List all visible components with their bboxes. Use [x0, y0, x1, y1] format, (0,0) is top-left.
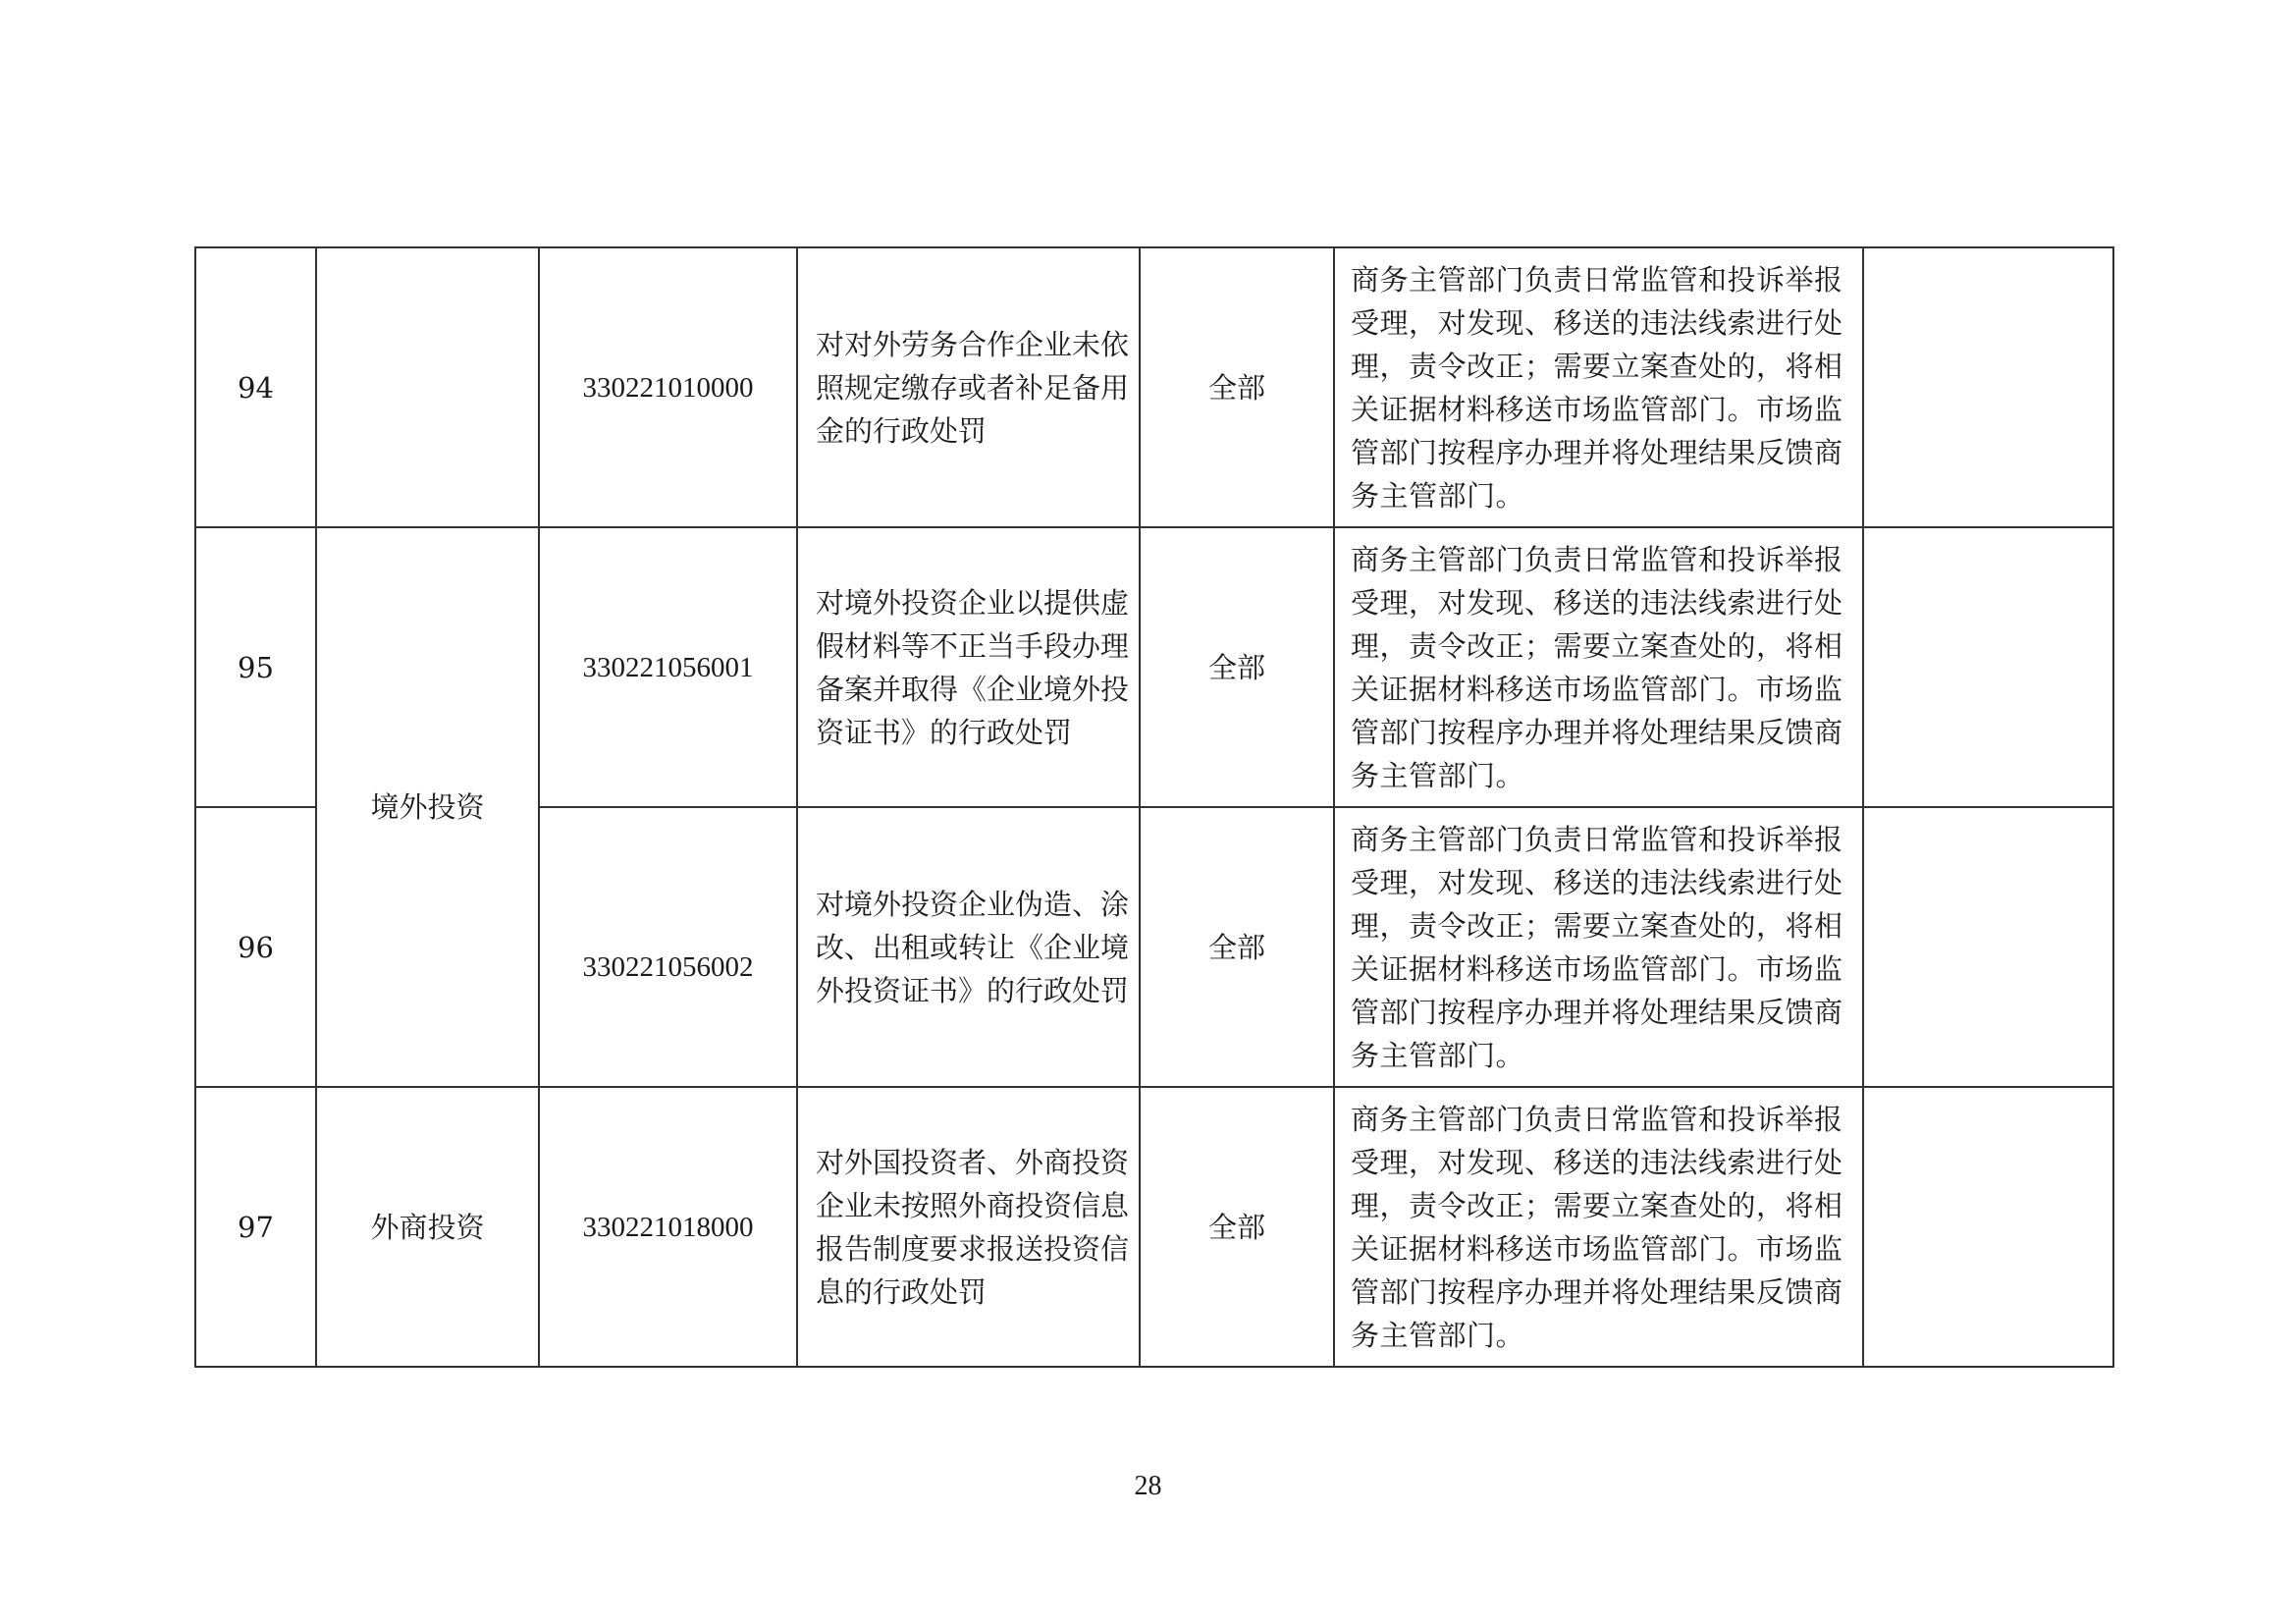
table-row — [195, 1087, 2113, 1367]
responsibility-cell: 商务主管部门负责日常监管和投诉举报受理，对发现、移送的违法线索进行处理，责令改正；需要立案查处的，将相关证据材料移送市场监管部门。市场监管部门按程序办理并将处理结果反馈商务主管部门。 — [1334, 1087, 1863, 1367]
item-name: 对对外劳务合作企业未依照规定缴存或者补足备用金的行政处罚 — [797, 247, 1140, 527]
item-code: 330221056002 — [539, 807, 797, 1087]
page-number: 28 — [1134, 1471, 1162, 1501]
scope-cell: 全部 — [1140, 247, 1334, 527]
scope-cell: 全部 — [1140, 807, 1334, 1087]
remark-cell — [1863, 807, 2113, 1087]
item-code: 330221056001 — [539, 527, 797, 807]
scope-cell: 全部 — [1140, 1087, 1334, 1367]
table-row — [195, 247, 2113, 527]
remark-cell — [1863, 247, 2113, 527]
category-cell-merged: 境外投资 — [316, 527, 539, 1087]
remark-cell — [1863, 1087, 2113, 1367]
category-cell — [316, 247, 539, 527]
row-number: 94 — [195, 247, 316, 527]
item-code: 330221010000 — [539, 247, 797, 527]
row-number: 95 — [195, 527, 316, 807]
item-name: 对外国投资者、外商投资企业未按照外商投资信息报告制度要求报送投资信息的行政处罚 — [797, 1087, 1140, 1367]
row-number: 97 — [195, 1087, 316, 1367]
responsibility-cell: 商务主管部门负责日常监管和投诉举报受理，对发现、移送的违法线索进行处理，责令改正；需要立案查处的，将相关证据材料移送市场监管部门。市场监管部门按程序办理并将处理结果反馈商务主管部门。 — [1334, 247, 1863, 527]
table-row — [195, 527, 2113, 807]
remark-cell — [1863, 527, 2113, 807]
responsibility-cell: 商务主管部门负责日常监管和投诉举报受理，对发现、移送的违法线索进行处理，责令改正；需要立案查处的，将相关证据材料移送市场监管部门。市场监管部门按程序办理并将处理结果反馈商务主管部门。 — [1334, 527, 1863, 807]
scope-cell: 全部 — [1140, 527, 1334, 807]
regulation-table — [194, 246, 2114, 1368]
category-cell: 外商投资 — [316, 1087, 539, 1367]
row-number: 96 — [195, 807, 316, 1087]
responsibility-cell: 商务主管部门负责日常监管和投诉举报受理，对发现、移送的违法线索进行处理，责令改正；需要立案查处的，将相关证据材料移送市场监管部门。市场监管部门按程序办理并将处理结果反馈商务主管部门。 — [1334, 807, 1863, 1087]
item-code: 330221018000 — [539, 1087, 797, 1367]
item-name: 对境外投资企业以提供虚假材料等不正当手段办理备案并取得《企业境外投资证书》的行政处罚 — [797, 527, 1140, 807]
item-name: 对境外投资企业伪造、涂改、出租或转让《企业境外投资证书》的行政处罚 — [797, 807, 1140, 1087]
